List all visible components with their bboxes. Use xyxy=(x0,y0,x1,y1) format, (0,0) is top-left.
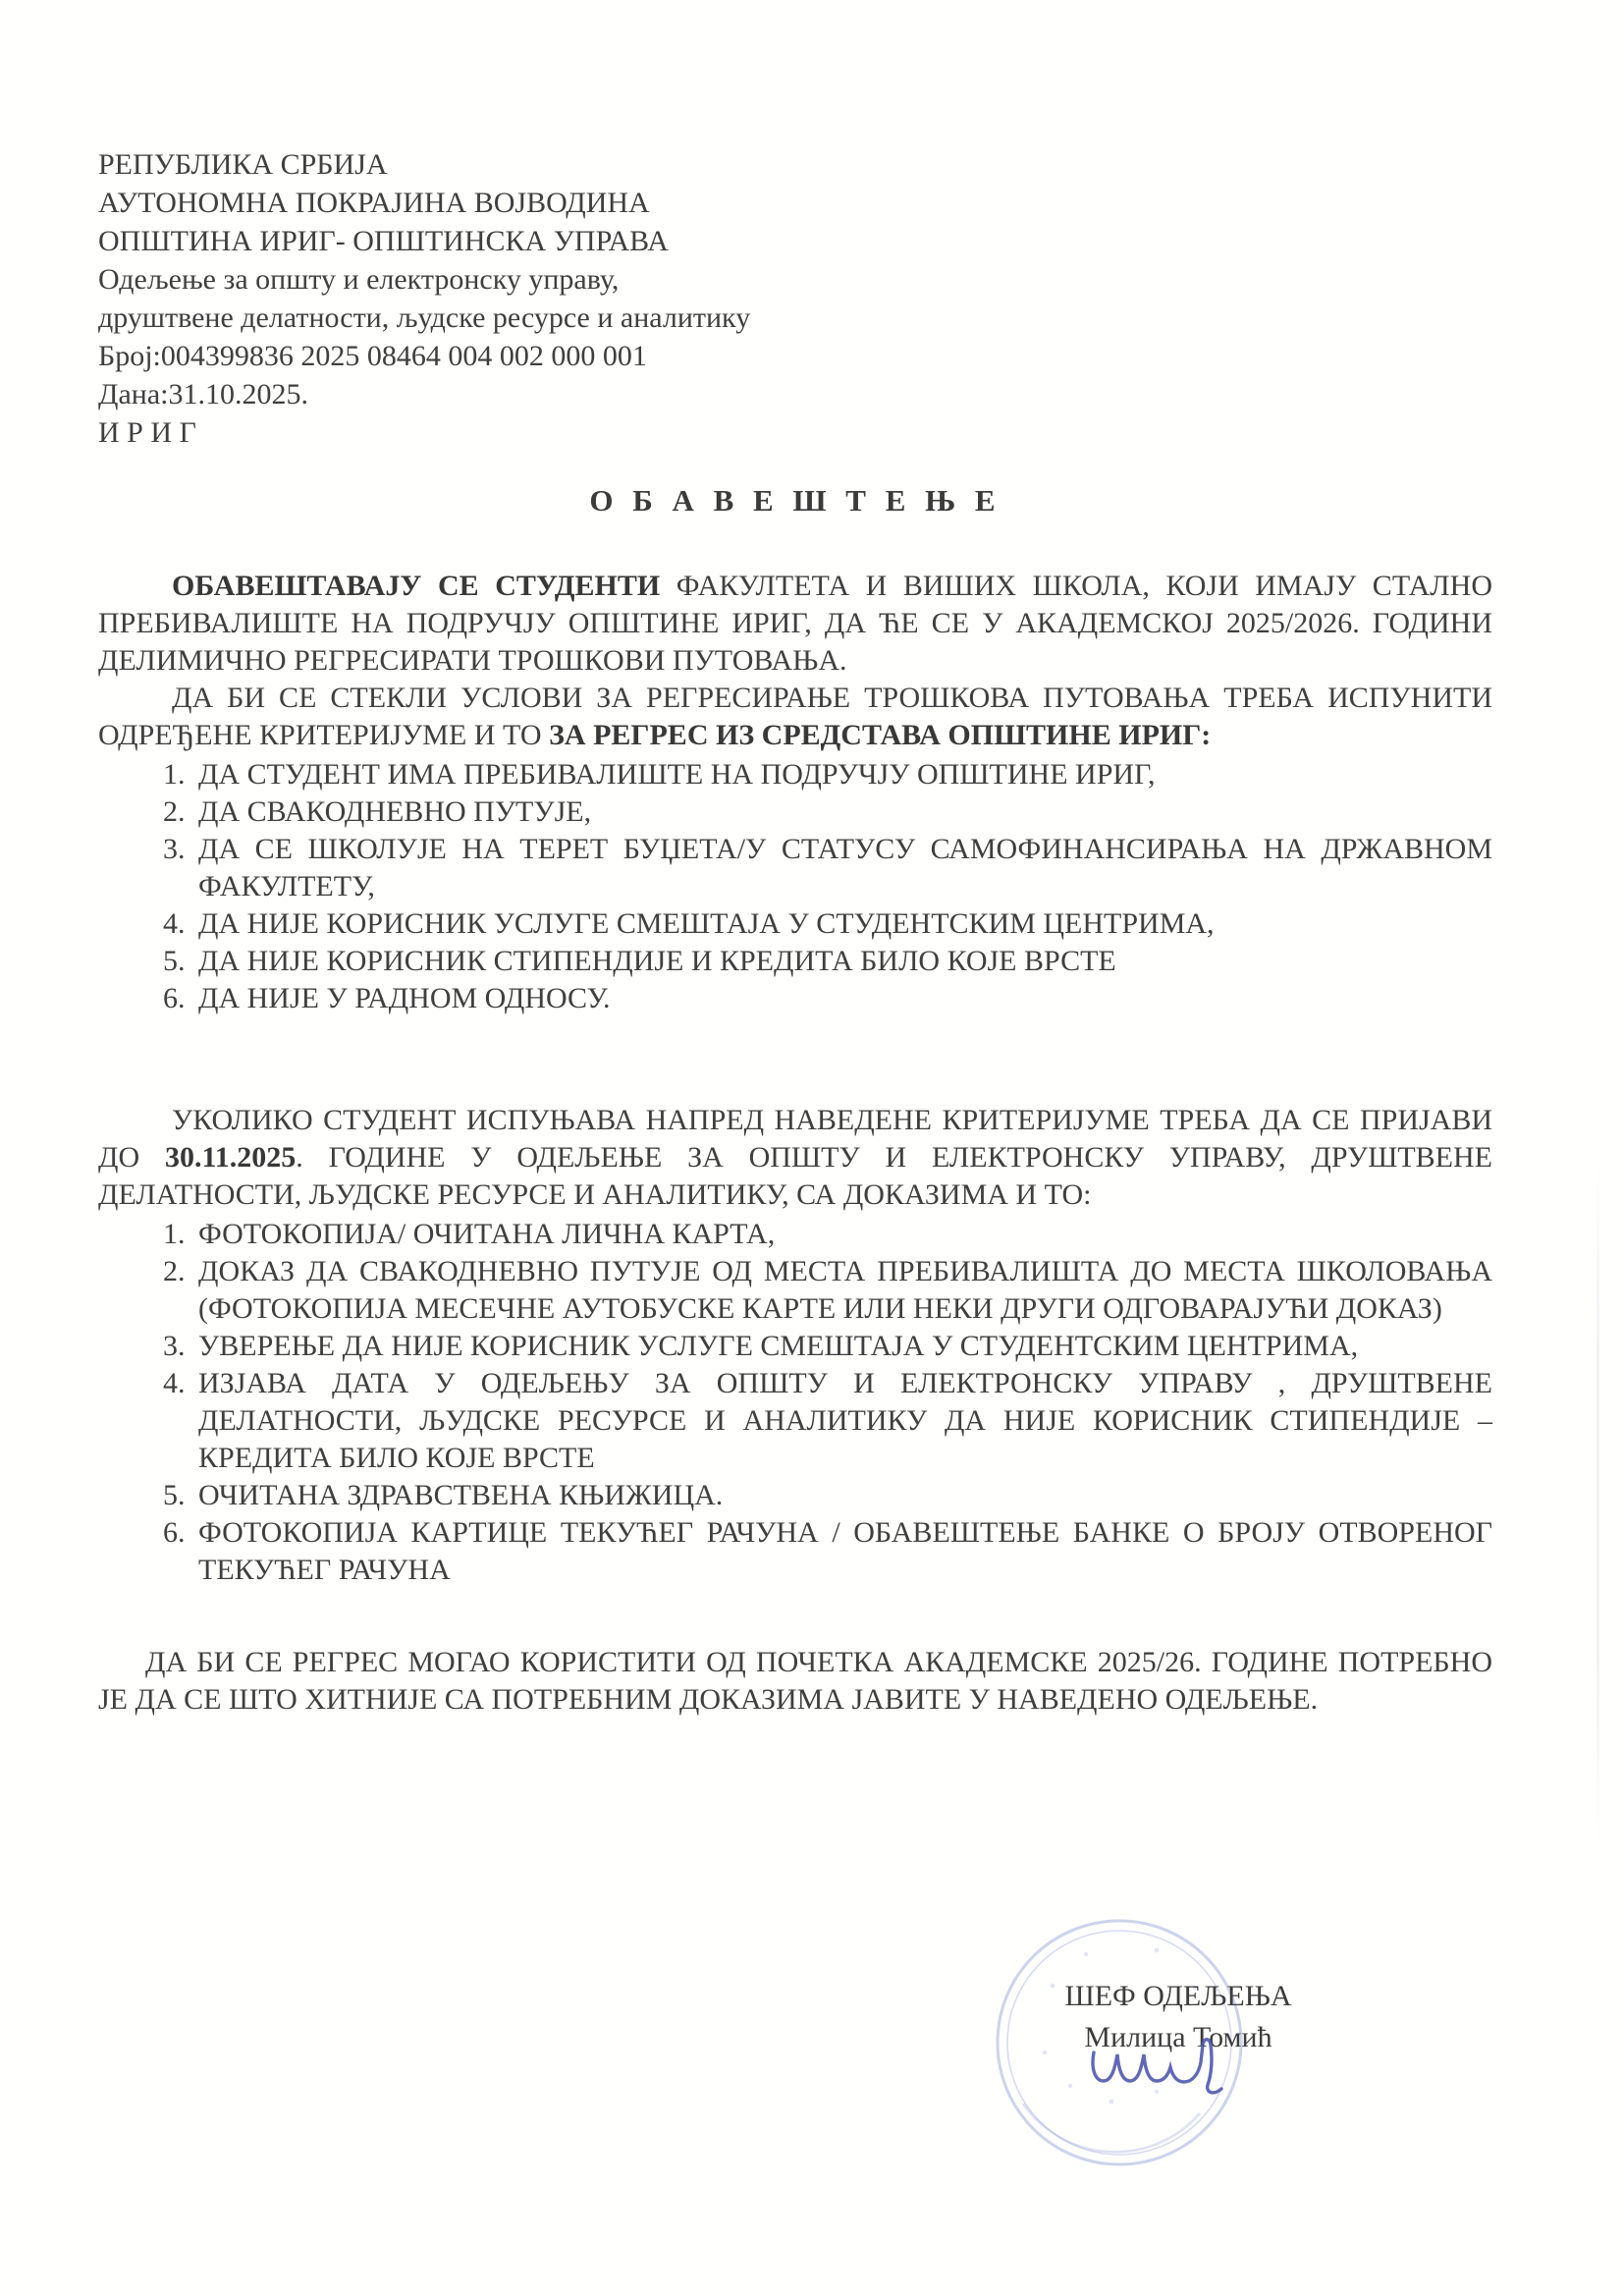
letterhead-line-republic: РЕПУБЛИКА СРБИЈА xyxy=(98,148,388,181)
letterhead-line-department-1: Одељење за општу и електронску управу, xyxy=(98,263,620,296)
conditions-lead: ДА БИ СЕ СТЕКЛИ УСЛОВИ ЗА РЕГРЕСИРАЊЕ ТРОШКОВА ПУТОВАЊА ТРЕБА ИСПУНИТИ ОДРЕЂЕНЕ КРИТЕРИЈУМЕ И ТО xyxy=(98,682,1492,751)
list-item: 3. УВЕРЕЊЕ ДА НИЈЕ КОРИСНИК УСЛУГЕ СМЕШТАЈА У СТУДЕНТСКИМ ЦЕНТРИМА, xyxy=(192,1328,1492,1365)
list-item: 4. ДА НИЈЕ КОРИСНИК УСЛУГЕ СМЕШТАЈА У СТУДЕНТСКИМ ЦЕНТРИМА, xyxy=(192,905,1492,943)
list-item: 2. ДОКАЗ ДА СВАКОДНЕВНО ПУТУЈЕ ОД МЕСТА ПРЕБИВАЛИШТА ДО МЕСТА ШКОЛОВАЊА (ФОТОКОПИЈА МЕСЕЧНЕ АУТОБУСКЕ КАРТЕ ИЛИ НЕКИ ДРУГИ ОДГОВАРАЈУЋИ ДОКАЗ) xyxy=(192,1253,1492,1328)
apply-part2: . ГОДИНЕ У ОДЕЉЕЊЕ ЗА ОПШТУ И ЕЛЕКТРОНСКУ УПРАВУ, ДРУШТВЕНЕ ДЕЛАТНОСТИ, ЉУДСКЕ РЕСУРСЕ И АНАЛИТИКУ, СА ДОКАЗИМА И ТО: xyxy=(98,1141,1492,1211)
letterhead-date: Дана:31.10.2025. xyxy=(98,378,308,410)
intro-paragraph xyxy=(98,568,1492,680)
list-item: 5. ОЧИТАНА ЗДРАВСТВЕНА КЊИЖИЦА. xyxy=(192,1477,1492,1514)
letterhead-place: И Р И Г xyxy=(98,416,196,449)
letterhead xyxy=(98,145,1492,452)
signer-name: Милица Томић xyxy=(1084,2021,1272,2053)
intro-rest: ФАКУЛТЕТА И ВИШИХ ШКОЛА, КОЈИ ИМАЈУ СТАЛНО ПРЕБИВАЛИШТЕ НА ПОДРУЧЈУ ОПШТИНЕ ИРИГ, ДА ЋЕ СЕ У АКАДЕМСКОЈ 2025/2026. ГОДИНИ ДЕЛИМИЧНО РЕГРЕСИРАТИ ТРОШКОВИ ПУТОВАЊА. xyxy=(98,570,1492,677)
letterhead-line-municipality: ОПШТИНА ИРИГ- ОПШТИНСКА УПРАВА xyxy=(98,225,669,257)
letterhead-case-number: Број:004399836 2025 08464 004 002 000 001 xyxy=(98,340,647,372)
final-paragraph: ДА БИ СЕ РЕГРЕС МОГАО КОРИСТИТИ ОД ПОЧЕТКА АКАДЕМСКЕ 2025/26. ГОДИНЕ ПОТРЕБНО ЈЕ ДА СЕ ШТО ХИТНИЈЕ СА ПОТРЕБНИМ ДОКАЗИМА ЈАВИТЕ У НАВЕДЕНО ОДЕЉЕЊЕ. xyxy=(98,1646,1492,1716)
conditions-paragraph xyxy=(98,680,1492,754)
page-title: О Б А В Е Ш Т Е Њ Е xyxy=(589,483,1001,518)
apply-deadline-date: 30.11.2025 xyxy=(164,1141,297,1174)
scan-artifact xyxy=(1596,1159,1599,1846)
list-item: 6. ДА НИЈЕ У РАДНОМ ОДНОСУ. xyxy=(192,980,1492,1017)
list-item: 4. ИЗЈАВА ДАТА У ОДЕЉЕЊУ ЗА ОПШТУ И ЕЛЕКТРОНСКУ УПРАВУ , ДРУШТВЕНЕ ДЕЛАТНОСТИ, ЉУДСКЕ РЕСУРСЕ И АНАЛИТИКУ ДА НИЈЕ КОРИСНИК СТИПЕНДИЈЕ – КРЕДИТА БИЛО КОЈЕ ВРСТЕ xyxy=(192,1365,1492,1477)
conditions-bold-tail: ЗА РЕГРЕС ИЗ СРЕДСТАВА ОПШТИНЕ ИРИГ: xyxy=(549,719,1212,751)
list-item: 5. ДА НИЈЕ КОРИСНИК СТИПЕНДИЈЕ И КРЕДИТА БИЛО КОЈЕ ВРСТЕ xyxy=(192,943,1492,980)
list-item: 6. ФОТОКОПИЈА КАРТИЦЕ ТЕКУЋЕГ РАЧУНА / ОБАВЕШТЕЊЕ БАНКЕ О БРОЈУ ОТВОРЕНОГ ТЕКУЋЕГ РАЧУНА xyxy=(192,1514,1492,1589)
apply-paragraph xyxy=(98,1102,1492,1214)
handwritten-signature xyxy=(1086,2035,1233,2104)
criteria-list xyxy=(98,756,1492,1017)
list-item: 2. ДА СВАКОДНЕВНО ПУТУЈЕ, xyxy=(192,793,1492,831)
list-item: 1. ДА СТУДЕНТ ИМА ПРЕБИВАЛИШТЕ НА ПОДРУЧЈУ ОПШТИНЕ ИРИГ, xyxy=(192,756,1492,793)
list-item: 3. ДА СЕ ШКОЛУЈЕ НА ТЕРЕТ БУЏЕТА/У СТАТУСУ САМОФИНАНСИРАЊА НА ДРЖАВНОМ ФАКУЛТЕТУ, xyxy=(192,831,1492,905)
letterhead-line-department-2: друштвене делатности, људске ресурсе и аналитику xyxy=(98,301,751,334)
intro-bold-lead: ОБАВЕШТАВАЈУ СЕ СТУДЕНТИ xyxy=(172,570,661,602)
letterhead-line-province: АУТОНОМНА ПОКРАЈИНА ВОЈВОДИНА xyxy=(98,187,650,219)
list-item: 1. ФОТОКОПИЈА/ ОЧИТАНА ЛИЧНА КАРТА, xyxy=(192,1216,1492,1253)
documents-list xyxy=(98,1216,1492,1589)
signer-role: ШЕФ ОДЕЉЕЊА xyxy=(1064,1980,1292,2012)
apply-part1: УКОЛИКО СТУДЕНТ ИСПУЊАВА НАПРЕД НАВЕДЕНЕ КРИТЕРИЈУМЕ ТРЕБА ДА СЕ ПРИЈАВИ ДО xyxy=(98,1104,1492,1174)
